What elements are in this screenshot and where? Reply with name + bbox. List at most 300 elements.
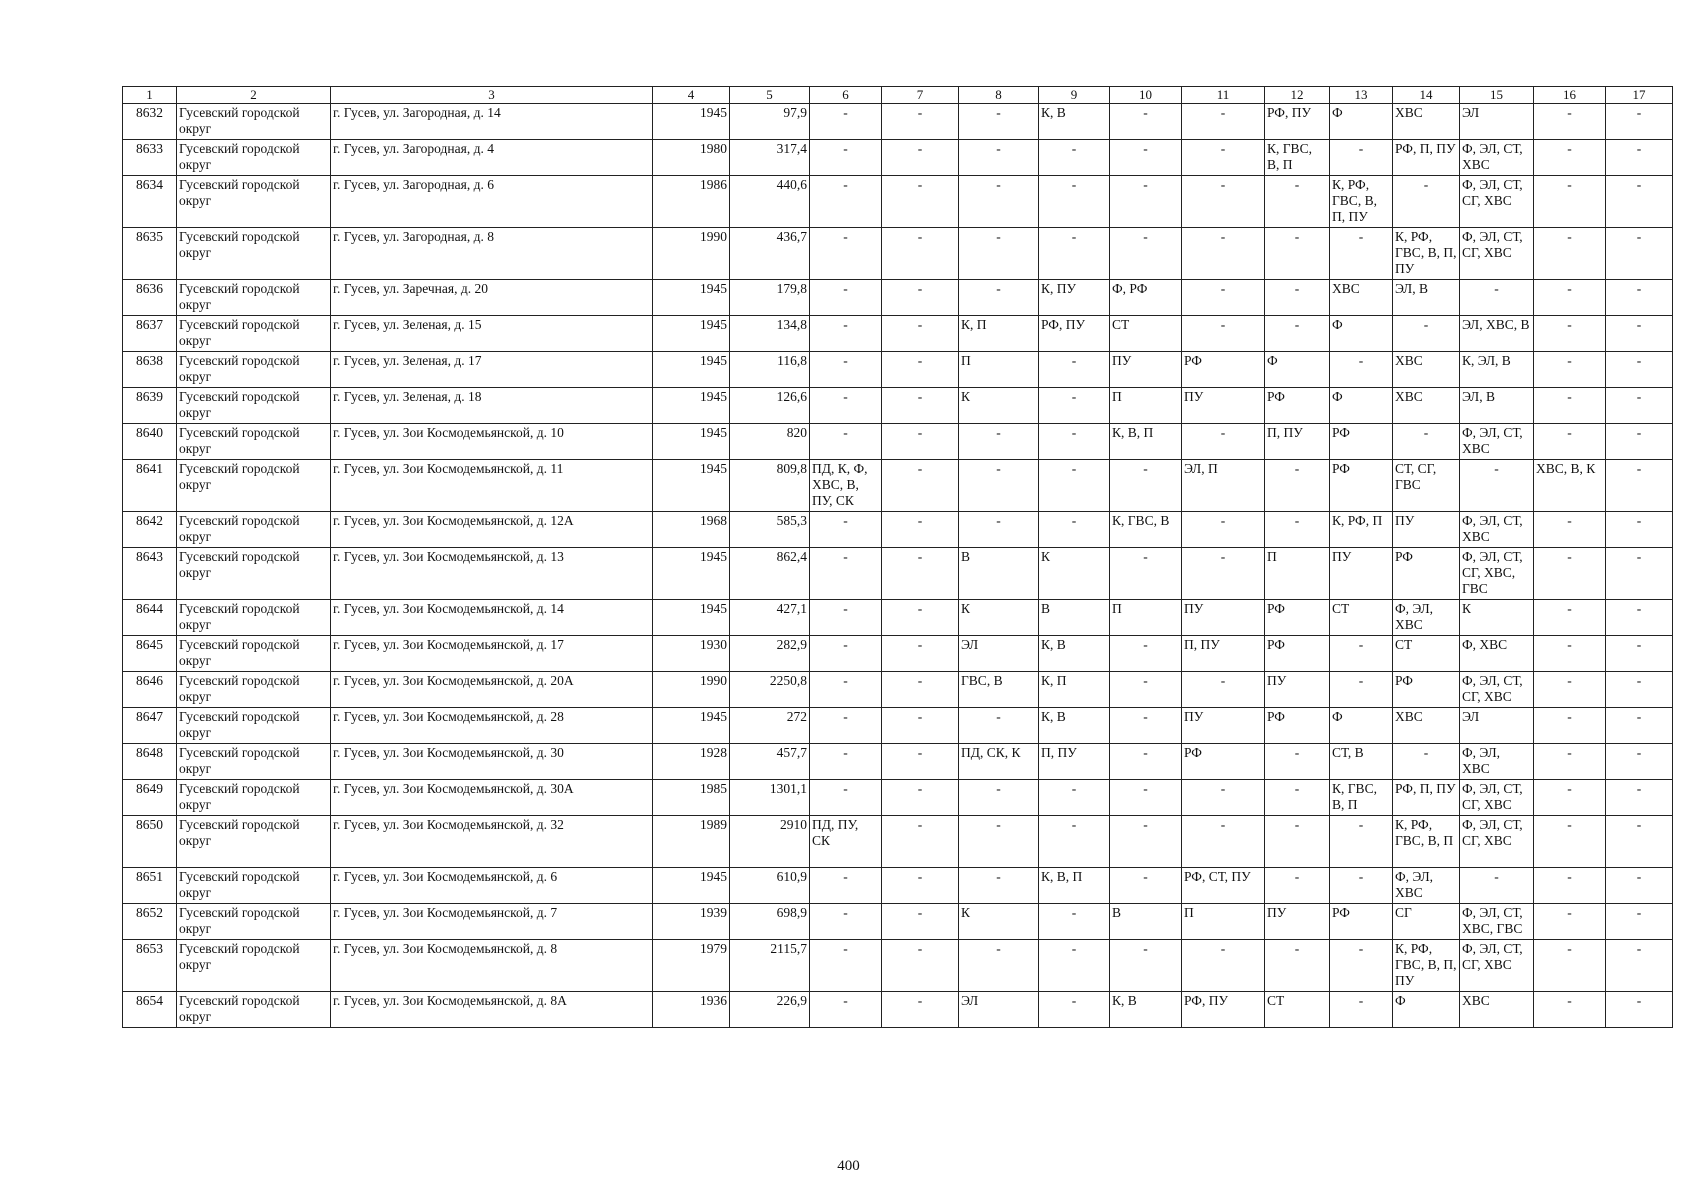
cell-col-3: г. Гусев, ул. Зеленая, д. 18	[331, 387, 653, 423]
cell-col-15: Ф, ЭЛ, СТ, ХВС, ГВС	[1460, 903, 1534, 939]
cell-col-7: -	[882, 599, 959, 635]
cell-col-6: -	[810, 903, 882, 939]
cell-col-13: -	[1330, 351, 1393, 387]
cell-col-13: ХВС	[1330, 279, 1393, 315]
cell-col-7: -	[882, 315, 959, 351]
column-header-12: 12	[1265, 87, 1330, 104]
cell-col-14: ХВС	[1393, 351, 1460, 387]
cell-col-9: -	[1039, 351, 1110, 387]
cell-col-17: -	[1606, 511, 1673, 547]
cell-col-1: 8649	[123, 779, 177, 815]
cell-col-1: 8647	[123, 707, 177, 743]
cell-col-8: ПД, СК, К	[959, 743, 1039, 779]
cell-col-8: -	[959, 511, 1039, 547]
cell-col-16: -	[1534, 743, 1606, 779]
cell-col-17: -	[1606, 707, 1673, 743]
cell-col-7: -	[882, 511, 959, 547]
cell-col-12: ПУ	[1265, 903, 1330, 939]
cell-col-11: -	[1182, 227, 1265, 279]
cell-col-5: 317,4	[730, 139, 810, 175]
cell-col-10: -	[1110, 743, 1182, 779]
cell-col-13: -	[1330, 671, 1393, 707]
cell-col-1: 8633	[123, 139, 177, 175]
cell-col-5: 457,7	[730, 743, 810, 779]
table-row	[123, 315, 1673, 351]
table-row	[123, 635, 1673, 671]
cell-col-12: Ф	[1265, 351, 1330, 387]
cell-col-5: 1301,1	[730, 779, 810, 815]
cell-col-14: ХВС	[1393, 707, 1460, 743]
cell-col-7: -	[882, 815, 959, 867]
cell-col-2: Гусевский городской округ	[177, 511, 331, 547]
cell-col-3: г. Гусев, ул. Зеленая, д. 15	[331, 315, 653, 351]
cell-col-11: -	[1182, 779, 1265, 815]
cell-col-2: Гусевский городской округ	[177, 599, 331, 635]
cell-col-1: 8653	[123, 939, 177, 991]
cell-col-6: -	[810, 139, 882, 175]
cell-col-17: -	[1606, 743, 1673, 779]
cell-col-3: г. Гусев, ул. Заречная, д. 20	[331, 279, 653, 315]
cell-col-7: -	[882, 227, 959, 279]
cell-col-14: К, РФ, ГВС, В, П	[1393, 815, 1460, 867]
cell-col-5: 226,9	[730, 991, 810, 1027]
cell-col-10: П	[1110, 599, 1182, 635]
cell-col-6: -	[810, 635, 882, 671]
cell-col-4: 1939	[653, 903, 730, 939]
cell-col-6: -	[810, 227, 882, 279]
cell-col-11: П, ПУ	[1182, 635, 1265, 671]
table-row	[123, 175, 1673, 227]
cell-col-7: -	[882, 867, 959, 903]
cell-col-5: 179,8	[730, 279, 810, 315]
cell-col-16: -	[1534, 103, 1606, 139]
cell-col-7: -	[882, 279, 959, 315]
cell-col-12: -	[1265, 815, 1330, 867]
cell-col-7: -	[882, 779, 959, 815]
cell-col-5: 2910	[730, 815, 810, 867]
cell-col-3: г. Гусев, ул. Зои Космодемьянской, д. 20А	[331, 671, 653, 707]
cell-col-12: -	[1265, 227, 1330, 279]
cell-col-14: -	[1393, 315, 1460, 351]
cell-col-14: СТ	[1393, 635, 1460, 671]
cell-col-7: -	[882, 903, 959, 939]
cell-col-12: -	[1265, 459, 1330, 511]
cell-col-15: Ф, ЭЛ, СТ, СГ, ХВС	[1460, 175, 1534, 227]
cell-col-17: -	[1606, 279, 1673, 315]
cell-col-4: 1945	[653, 459, 730, 511]
cell-col-1: 8643	[123, 547, 177, 599]
cell-col-13: СТ	[1330, 599, 1393, 635]
cell-col-13: -	[1330, 815, 1393, 867]
cell-col-11: -	[1182, 139, 1265, 175]
cell-col-7: -	[882, 351, 959, 387]
cell-col-6: -	[810, 599, 882, 635]
cell-col-17: -	[1606, 867, 1673, 903]
cell-col-17: -	[1606, 939, 1673, 991]
cell-col-11: -	[1182, 423, 1265, 459]
cell-col-10: Ф, РФ	[1110, 279, 1182, 315]
cell-col-9: -	[1039, 227, 1110, 279]
cell-col-12: -	[1265, 315, 1330, 351]
cell-col-11: ПУ	[1182, 387, 1265, 423]
cell-col-9: -	[1039, 511, 1110, 547]
cell-col-10: -	[1110, 635, 1182, 671]
cell-col-3: г. Гусев, ул. Зои Космодемьянской, д. 13	[331, 547, 653, 599]
cell-col-16: ХВС, В, К	[1534, 459, 1606, 511]
cell-col-14: -	[1393, 423, 1460, 459]
cell-col-3: г. Гусев, ул. Загородная, д. 6	[331, 175, 653, 227]
cell-col-7: -	[882, 175, 959, 227]
cell-col-10: ПУ	[1110, 351, 1182, 387]
cell-col-2: Гусевский городской округ	[177, 991, 331, 1027]
cell-col-10: -	[1110, 547, 1182, 599]
cell-col-9: -	[1039, 175, 1110, 227]
cell-col-5: 436,7	[730, 227, 810, 279]
cell-col-14: ПУ	[1393, 511, 1460, 547]
cell-col-16: -	[1534, 387, 1606, 423]
cell-col-10: К, В, П	[1110, 423, 1182, 459]
cell-col-1: 8648	[123, 743, 177, 779]
cell-col-3: г. Гусев, ул. Зои Космодемьянской, д. 14	[331, 599, 653, 635]
cell-col-13: СТ, В	[1330, 743, 1393, 779]
cell-col-5: 809,8	[730, 459, 810, 511]
cell-col-14: ХВС	[1393, 103, 1460, 139]
cell-col-8: -	[959, 459, 1039, 511]
cell-col-10: -	[1110, 227, 1182, 279]
cell-col-17: -	[1606, 671, 1673, 707]
cell-col-7: -	[882, 991, 959, 1027]
cell-col-9: -	[1039, 423, 1110, 459]
cell-col-15: Ф, ЭЛ, СТ, СГ, ХВС	[1460, 671, 1534, 707]
cell-col-5: 585,3	[730, 511, 810, 547]
cell-col-4: 1936	[653, 991, 730, 1027]
table-row	[123, 103, 1673, 139]
cell-col-11: -	[1182, 511, 1265, 547]
cell-col-16: -	[1534, 547, 1606, 599]
column-header-4: 4	[653, 87, 730, 104]
cell-col-6: -	[810, 707, 882, 743]
header-row	[123, 87, 1673, 104]
cell-col-10: СТ	[1110, 315, 1182, 351]
housing-register-table	[122, 86, 1673, 1028]
cell-col-2: Гусевский городской округ	[177, 279, 331, 315]
cell-col-4: 1979	[653, 939, 730, 991]
cell-col-4: 1945	[653, 423, 730, 459]
cell-col-4: 1985	[653, 779, 730, 815]
cell-col-14: К, РФ, ГВС, В, П, ПУ	[1393, 227, 1460, 279]
cell-col-14: -	[1393, 743, 1460, 779]
cell-col-5: 2115,7	[730, 939, 810, 991]
cell-col-9: -	[1039, 815, 1110, 867]
cell-col-17: -	[1606, 459, 1673, 511]
cell-col-16: -	[1534, 939, 1606, 991]
cell-col-4: 1990	[653, 671, 730, 707]
table-row	[123, 671, 1673, 707]
cell-col-12: СТ	[1265, 991, 1330, 1027]
cell-col-17: -	[1606, 315, 1673, 351]
cell-col-3: г. Гусев, ул. Зои Космодемьянской, д. 30А	[331, 779, 653, 815]
cell-col-17: -	[1606, 227, 1673, 279]
column-header-2: 2	[177, 87, 331, 104]
cell-col-13: -	[1330, 635, 1393, 671]
cell-col-9: К, В, П	[1039, 867, 1110, 903]
cell-col-10: -	[1110, 459, 1182, 511]
cell-col-3: г. Гусев, ул. Зои Космодемьянской, д. 8	[331, 939, 653, 991]
cell-col-13: РФ	[1330, 459, 1393, 511]
cell-col-12: -	[1265, 511, 1330, 547]
cell-col-6: -	[810, 423, 882, 459]
cell-col-8: -	[959, 227, 1039, 279]
cell-col-7: -	[882, 547, 959, 599]
cell-col-5: 116,8	[730, 351, 810, 387]
cell-col-5: 97,9	[730, 103, 810, 139]
cell-col-2: Гусевский городской округ	[177, 671, 331, 707]
cell-col-4: 1928	[653, 743, 730, 779]
table-row	[123, 279, 1673, 315]
cell-col-4: 1945	[653, 707, 730, 743]
cell-col-1: 8632	[123, 103, 177, 139]
cell-col-15: Ф, ХВС	[1460, 635, 1534, 671]
column-header-5: 5	[730, 87, 810, 104]
cell-col-5: 272	[730, 707, 810, 743]
cell-col-14: Ф, ЭЛ, ХВС	[1393, 599, 1460, 635]
cell-col-15: ХВС	[1460, 991, 1534, 1027]
cell-col-17: -	[1606, 779, 1673, 815]
cell-col-3: г. Гусев, ул. Загородная, д. 8	[331, 227, 653, 279]
cell-col-12: -	[1265, 867, 1330, 903]
cell-col-13: РФ	[1330, 903, 1393, 939]
cell-col-8: ЭЛ	[959, 991, 1039, 1027]
cell-col-8: -	[959, 815, 1039, 867]
cell-col-8: К	[959, 599, 1039, 635]
cell-col-12: -	[1265, 939, 1330, 991]
cell-col-14: СГ	[1393, 903, 1460, 939]
cell-col-13: К, РФ, ГВС, В, П, ПУ	[1330, 175, 1393, 227]
cell-col-2: Гусевский городской округ	[177, 867, 331, 903]
cell-col-14: Ф	[1393, 991, 1460, 1027]
cell-col-15: ЭЛ, ХВС, В	[1460, 315, 1534, 351]
cell-col-5: 698,9	[730, 903, 810, 939]
cell-col-8: -	[959, 939, 1039, 991]
cell-col-8: ЭЛ	[959, 635, 1039, 671]
cell-col-8: -	[959, 423, 1039, 459]
cell-col-11: -	[1182, 815, 1265, 867]
column-header-10: 10	[1110, 87, 1182, 104]
cell-col-17: -	[1606, 387, 1673, 423]
cell-col-2: Гусевский городской округ	[177, 227, 331, 279]
column-header-11: 11	[1182, 87, 1265, 104]
cell-col-10: -	[1110, 815, 1182, 867]
cell-col-15: Ф, ЭЛ, СТ, СГ, ХВС	[1460, 227, 1534, 279]
cell-col-4: 1945	[653, 387, 730, 423]
cell-col-3: г. Гусев, ул. Зои Космодемьянской, д. 17	[331, 635, 653, 671]
cell-col-17: -	[1606, 635, 1673, 671]
cell-col-11: ЭЛ, П	[1182, 459, 1265, 511]
cell-col-17: -	[1606, 103, 1673, 139]
cell-col-7: -	[882, 707, 959, 743]
table-row	[123, 707, 1673, 743]
cell-col-13: -	[1330, 867, 1393, 903]
cell-col-12: -	[1265, 743, 1330, 779]
cell-col-17: -	[1606, 815, 1673, 867]
cell-col-9: -	[1039, 903, 1110, 939]
cell-col-15: Ф, ЭЛ, СТ, ХВС	[1460, 511, 1534, 547]
column-header-9: 9	[1039, 87, 1110, 104]
cell-col-8: -	[959, 103, 1039, 139]
cell-col-15: К, ЭЛ, В	[1460, 351, 1534, 387]
cell-col-9: РФ, ПУ	[1039, 315, 1110, 351]
cell-col-1: 8640	[123, 423, 177, 459]
cell-col-1: 8652	[123, 903, 177, 939]
cell-col-11: -	[1182, 279, 1265, 315]
cell-col-5: 610,9	[730, 867, 810, 903]
cell-col-3: г. Гусев, ул. Зои Космодемьянской, д. 7	[331, 903, 653, 939]
cell-col-2: Гусевский городской округ	[177, 707, 331, 743]
cell-col-10: -	[1110, 671, 1182, 707]
cell-col-17: -	[1606, 175, 1673, 227]
cell-col-15: Ф, ЭЛ, СТ, СГ, ХВС, ГВС	[1460, 547, 1534, 599]
cell-col-9: -	[1039, 387, 1110, 423]
cell-col-9: К	[1039, 547, 1110, 599]
cell-col-15: К	[1460, 599, 1534, 635]
cell-col-11: -	[1182, 671, 1265, 707]
table-row	[123, 779, 1673, 815]
cell-col-6: -	[810, 671, 882, 707]
cell-col-13: К, РФ, П	[1330, 511, 1393, 547]
cell-col-4: 1989	[653, 815, 730, 867]
cell-col-8: ГВС, В	[959, 671, 1039, 707]
cell-col-16: -	[1534, 511, 1606, 547]
cell-col-2: Гусевский городской округ	[177, 635, 331, 671]
cell-col-12: РФ, ПУ	[1265, 103, 1330, 139]
cell-col-6: -	[810, 939, 882, 991]
cell-col-14: ХВС	[1393, 387, 1460, 423]
cell-col-11: РФ, ПУ	[1182, 991, 1265, 1027]
cell-col-6: -	[810, 779, 882, 815]
cell-col-2: Гусевский городской округ	[177, 547, 331, 599]
cell-col-9: -	[1039, 779, 1110, 815]
cell-col-6: -	[810, 175, 882, 227]
cell-col-3: г. Гусев, ул. Зои Космодемьянской, д. 28	[331, 707, 653, 743]
cell-col-12: РФ	[1265, 707, 1330, 743]
cell-col-6: ПД, К, Ф, ХВС, В, ПУ, СК	[810, 459, 882, 511]
column-header-13: 13	[1330, 87, 1393, 104]
cell-col-7: -	[882, 387, 959, 423]
cell-col-5: 820	[730, 423, 810, 459]
cell-col-15: Ф, ЭЛ, ХВС	[1460, 743, 1534, 779]
cell-col-4: 1945	[653, 351, 730, 387]
cell-col-6: -	[810, 315, 882, 351]
cell-col-10: П	[1110, 387, 1182, 423]
table-row	[123, 547, 1673, 599]
cell-col-13: ПУ	[1330, 547, 1393, 599]
cell-col-12: П	[1265, 547, 1330, 599]
register-sheet	[122, 86, 1673, 1028]
cell-col-16: -	[1534, 635, 1606, 671]
cell-col-16: -	[1534, 279, 1606, 315]
cell-col-5: 2250,8	[730, 671, 810, 707]
cell-col-2: Гусевский городской округ	[177, 103, 331, 139]
cell-col-15: Ф, ЭЛ, СТ, ХВС	[1460, 139, 1534, 175]
cell-col-14: РФ, П, ПУ	[1393, 779, 1460, 815]
cell-col-2: Гусевский городской округ	[177, 939, 331, 991]
cell-col-15: Ф, ЭЛ, СТ, СГ, ХВС	[1460, 779, 1534, 815]
cell-col-15: Ф, ЭЛ, СТ, ХВС	[1460, 423, 1534, 459]
cell-col-9: -	[1039, 139, 1110, 175]
page-number: 400	[837, 1158, 860, 1174]
cell-col-1: 8636	[123, 279, 177, 315]
cell-col-9: К, П	[1039, 671, 1110, 707]
cell-col-10: -	[1110, 103, 1182, 139]
cell-col-5: 126,6	[730, 387, 810, 423]
column-header-16: 16	[1534, 87, 1606, 104]
table-row	[123, 815, 1673, 867]
cell-col-6: -	[810, 991, 882, 1027]
cell-col-16: -	[1534, 599, 1606, 635]
cell-col-4: 1986	[653, 175, 730, 227]
cell-col-3: г. Гусев, ул. Зои Космодемьянской, д. 6	[331, 867, 653, 903]
table-row	[123, 423, 1673, 459]
cell-col-8: П	[959, 351, 1039, 387]
cell-col-16: -	[1534, 671, 1606, 707]
cell-col-7: -	[882, 939, 959, 991]
column-header-7: 7	[882, 87, 959, 104]
column-header-15: 15	[1460, 87, 1534, 104]
cell-col-14: СТ, СГ, ГВС	[1393, 459, 1460, 511]
cell-col-4: 1968	[653, 511, 730, 547]
cell-col-6: -	[810, 103, 882, 139]
cell-col-13: РФ	[1330, 423, 1393, 459]
cell-col-4: 1990	[653, 227, 730, 279]
cell-col-9: К, В	[1039, 635, 1110, 671]
cell-col-16: -	[1534, 815, 1606, 867]
cell-col-5: 427,1	[730, 599, 810, 635]
cell-col-16: -	[1534, 707, 1606, 743]
cell-col-10: К, ГВС, В	[1110, 511, 1182, 547]
cell-col-17: -	[1606, 991, 1673, 1027]
cell-col-2: Гусевский городской округ	[177, 351, 331, 387]
cell-col-17: -	[1606, 139, 1673, 175]
cell-col-2: Гусевский городской округ	[177, 903, 331, 939]
column-header-17: 17	[1606, 87, 1673, 104]
cell-col-16: -	[1534, 175, 1606, 227]
cell-col-10: -	[1110, 707, 1182, 743]
cell-col-1: 8651	[123, 867, 177, 903]
cell-col-9: К, В	[1039, 707, 1110, 743]
cell-col-1: 8642	[123, 511, 177, 547]
cell-col-12: РФ	[1265, 635, 1330, 671]
cell-col-2: Гусевский городской округ	[177, 815, 331, 867]
cell-col-8: К	[959, 903, 1039, 939]
cell-col-6: -	[810, 743, 882, 779]
cell-col-1: 8639	[123, 387, 177, 423]
cell-col-13: Ф	[1330, 103, 1393, 139]
cell-col-15: Ф, ЭЛ, СТ, СГ, ХВС	[1460, 939, 1534, 991]
cell-col-4: 1945	[653, 315, 730, 351]
cell-col-1: 8635	[123, 227, 177, 279]
cell-col-6: -	[810, 351, 882, 387]
cell-col-14: РФ	[1393, 671, 1460, 707]
cell-col-14: -	[1393, 175, 1460, 227]
cell-col-5: 282,9	[730, 635, 810, 671]
cell-col-14: Ф, ЭЛ, ХВС	[1393, 867, 1460, 903]
cell-col-3: г. Гусев, ул. Зеленая, д. 17	[331, 351, 653, 387]
cell-col-12: РФ	[1265, 387, 1330, 423]
cell-col-2: Гусевский городской округ	[177, 175, 331, 227]
cell-col-6: -	[810, 867, 882, 903]
cell-col-12: К, ГВС, В, П	[1265, 139, 1330, 175]
cell-col-1: 8634	[123, 175, 177, 227]
